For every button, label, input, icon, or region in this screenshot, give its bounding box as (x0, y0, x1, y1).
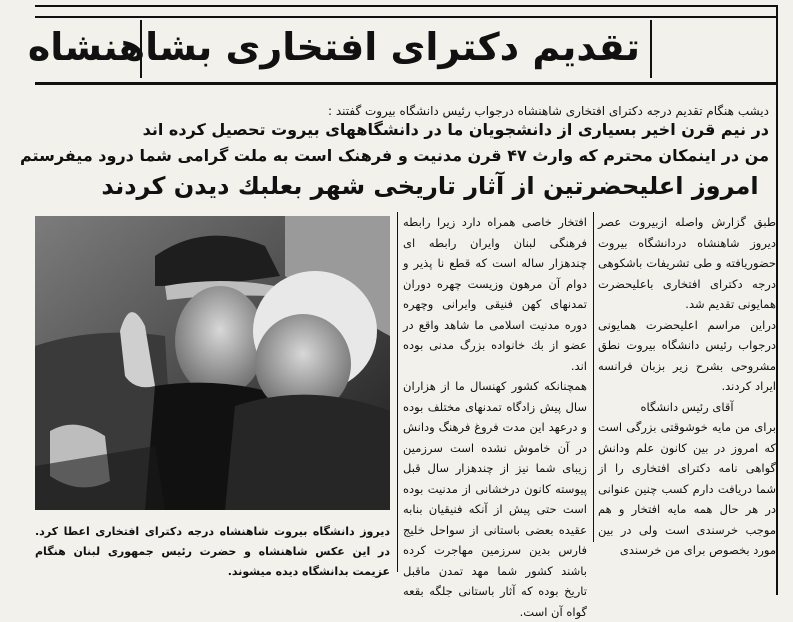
photo-caption (35, 522, 390, 582)
subheadline: امروز اعلیحضرتین از آثار تاریخی شهر بعلبك دیدن کردند (101, 172, 759, 200)
headline-top-rule (35, 16, 777, 18)
paragraph: آقای رئیس دانشگاه (640, 399, 734, 414)
column-divider-right (593, 212, 594, 542)
headline: تقدیم دکترای افتخاری بشاهنشاه (27, 25, 640, 69)
news-photo (35, 216, 390, 510)
headline-bottom-rule (35, 82, 777, 85)
caption-text: دیروز دانشگاه بیروت شاهنشاه درجه دکترای افتخاری اعطا کرد. در این عکس شاهنشاه و حضرت رئیس جمهوری لبنان هنگام عزیمت بدانشگاه دیده میشوند. (35, 525, 390, 578)
article-column-right (598, 212, 776, 557)
paragraph: طبق گزارش واصله ازبیروت عصر دیروز شاهنشاه دردانشگاه بیروت حضوریافته و طی تشریفات باشکوهی درجه دکترای افتخاری باعلیحضرت همایونی تقدیم شد. (598, 215, 776, 311)
paragraph: برای من مایه خوشوقتی بزرگی است که امروز در بین کانون علم ودانش گواهی نامه دکترای افتخاری را از شما دریافت دارم کسب چنین عنوانی در هر حال همه مایه افتخار و هم موجب خرسندی است ولی در بین مورد بخصوص برای من خرسندی (598, 420, 776, 557)
paragraph: افتخار خاصی همراه دارد زیرا رابطه فرهنگی لبنان وایران رابطه ای چندهزار ساله است که قطع نا پذیر و دوام آن مرهون وزیست چهره دوران تمدنهای کهن فنیقی وایرانی وچهره دوره مدنیت اسلامی ما شاهد واقع در عضو از بك خانواده بزرگ مدنی بوده اند. (403, 215, 587, 373)
column-divider-mid (397, 212, 398, 572)
top-rule (35, 5, 777, 7)
intro-line-2: در نیم قرن اخیر بسیاری از دانشجویان ما در دانشگاههای بیروت تحصیل کرده اند (142, 120, 769, 139)
article-column-middle (403, 212, 587, 619)
right-edge-rule (776, 5, 778, 595)
intro-line-3: من در اینمکان محترم که وارث ۴۷ قرن مدنیت و فرهنک است به ملت گرامی شما درود میفرستم (20, 146, 769, 165)
headline-right-bracket (650, 20, 652, 78)
paragraph: همچنانکه کشور کهنسال ما از هزاران سال پیش زادگاه تمدنهای مختلف بوده و درعهد این مدت فروغ فرهنگ ودانش در آن خاموش نشده است سرزمین زیبای شما نیز از چندهزار سال قبل پیوسته کانون درخشانی از مدنیت بوده است حتی پیش از آنکه فنیقیان بنابه عقیده بعضی باستانی از سواحل خلیج فارس بدین سرزمین مهاجرت کرده باشند کشور شما مهد تمدن ماقبل تاریخ بوده که آثار باستانی جلگه بقعه گواه آن است. (403, 379, 587, 619)
photo-illustration (35, 216, 390, 510)
paragraph: دراین مراسم اعلیحضرت همایونی درجواب رئیس دانشگاه بیروت نطق مشروحی بشرح زیر بزبان فرانسه ایراد کردند. (598, 317, 776, 393)
intro-line-1: دیشب هنگام تقدیم درجه دکترای افتخاری شاهنشاه درجواب رئیس دانشگاه بیروت گفتند : (327, 104, 769, 118)
